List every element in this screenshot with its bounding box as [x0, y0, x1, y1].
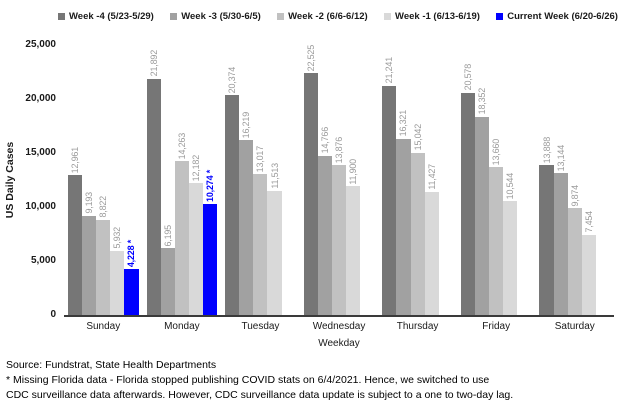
- bar-value-label: 14,263: [176, 132, 187, 159]
- bar: [175, 161, 189, 315]
- x-axis-tick-label: Wednesday: [312, 321, 366, 332]
- bar-slot: [346, 45, 360, 315]
- bar: [346, 186, 360, 315]
- bar-slot: [554, 45, 568, 315]
- bar: [461, 93, 475, 315]
- bar-group: [143, 45, 222, 315]
- bar-value-label: 21,892: [148, 50, 159, 77]
- bar: [189, 183, 203, 315]
- bar: [489, 167, 503, 315]
- bar-slot: [425, 45, 439, 315]
- y-axis-tick-label: 10,000: [25, 201, 56, 212]
- bar-value-label: 13,144: [555, 144, 566, 172]
- bar: [147, 79, 161, 315]
- bar-slot: [147, 45, 161, 315]
- bar-value-label: 11,427: [426, 163, 437, 190]
- legend-swatch: [58, 13, 65, 20]
- bar: [82, 216, 96, 315]
- x-axis-tick-label: Friday: [482, 321, 511, 332]
- bar-value-label: 13,017: [255, 146, 266, 173]
- bar-slot: [517, 45, 531, 315]
- bar-slot: [68, 45, 82, 315]
- bar-value-label: 14,766: [319, 127, 330, 154]
- bar: [239, 140, 253, 315]
- bar-group: [378, 45, 457, 315]
- bar-value-label: 9,193: [84, 192, 95, 214]
- legend-item-label: Current Week (6/20-6/26): [507, 10, 618, 22]
- legend: [58, 8, 618, 24]
- bar-value-label: 13,876: [334, 136, 344, 164]
- bar-slot: [360, 45, 374, 315]
- bar-value-label: 12,182: [190, 155, 201, 182]
- bar-slot: [282, 45, 296, 315]
- legend-item: [277, 11, 368, 22]
- x-axis-tick-label: Tuesday: [241, 321, 280, 332]
- bar: [475, 117, 489, 315]
- plot-area: [64, 45, 614, 317]
- bar-value-label: 5,932: [112, 227, 123, 249]
- bar-slot: [568, 45, 582, 315]
- bar: [411, 153, 425, 315]
- bar-slot: [239, 45, 253, 315]
- bar-slot: [489, 45, 503, 315]
- bar: [554, 173, 568, 315]
- y-axis-tick-label: 20,000: [25, 93, 56, 104]
- bar-group: [64, 45, 143, 315]
- x-axis-tick-label: Thursday: [396, 321, 439, 332]
- bar-value-label: 7,454: [583, 210, 594, 233]
- bar-slot: [124, 45, 138, 315]
- bar-slot: [332, 45, 346, 315]
- bar-value-label: 4,228 *: [126, 240, 137, 268]
- legend-swatch: [384, 13, 391, 20]
- bar-value-label: 22,525: [305, 45, 316, 72]
- legend-swatch: [277, 13, 284, 20]
- y-axis-title: US Daily Cases: [4, 141, 16, 219]
- bar-slot: [475, 45, 489, 315]
- bar: [396, 139, 410, 315]
- bar-value-label: 16,219: [241, 111, 252, 138]
- bar-value-label: 13,888: [541, 136, 552, 164]
- bar-value-label: 6,195: [162, 224, 173, 247]
- bar-slot: [175, 45, 189, 315]
- bar-slot: [189, 45, 203, 315]
- bar-group: [221, 45, 300, 315]
- bar: [582, 235, 596, 316]
- legend-item-label: Week -3 (5/30-6/5): [181, 10, 261, 22]
- legend-item-label: Week -4 (5/23-5/29): [69, 10, 154, 22]
- bar-group: [300, 45, 379, 315]
- bar: [225, 95, 239, 315]
- legend-item: [58, 11, 154, 22]
- bar-value-label: 18,352: [477, 88, 488, 115]
- x-axis-category-labels: [64, 321, 614, 332]
- legend-item: [384, 11, 480, 22]
- bar-slot: [203, 45, 217, 315]
- bar: [96, 220, 110, 315]
- bar-slot: [82, 45, 96, 315]
- footnote-line-2: CDC surveillance data afterwards. However, CDC surveillance data update is subject to a one to two-day lag.: [6, 389, 514, 401]
- bar: [161, 248, 175, 315]
- bar-slot: [439, 45, 453, 315]
- bar-slot: [267, 45, 281, 315]
- legend-item-label: Week -2 (6/6-6/12): [288, 10, 368, 22]
- bar: [68, 175, 82, 315]
- bar-slot: [161, 45, 175, 315]
- legend-swatch: [170, 13, 177, 20]
- y-axis-labels: [0, 39, 56, 320]
- bar-value-label: 10,274 *: [205, 170, 216, 203]
- bar-value-label: 15,042: [412, 124, 423, 151]
- bar-slot: [318, 45, 332, 315]
- bar-value-label: 16,321: [398, 110, 409, 137]
- y-axis-tick-label: 5,000: [30, 255, 56, 266]
- bar-value-label: 10,544: [505, 172, 516, 200]
- bar-value-label: 8,822: [98, 196, 109, 218]
- bar-slot: [396, 45, 410, 315]
- bar-value-label: 13,660: [491, 139, 502, 166]
- bar: [124, 269, 138, 315]
- bar: [203, 204, 217, 315]
- bar: [318, 156, 332, 315]
- bar-slot: [582, 45, 596, 315]
- footnote-line-1: * Missing Florida data - Florida stopped publishing COVID stats on 6/4/2021. Hence, we switched to use: [6, 374, 490, 386]
- bar: [425, 192, 439, 315]
- x-axis-title: Weekday: [318, 338, 360, 349]
- bar-slot: [503, 45, 517, 315]
- bar-value-label: 12,961: [70, 146, 81, 174]
- bar-value-label: 20,374: [227, 66, 238, 93]
- bar-slot: [304, 45, 318, 315]
- y-axis-tick-label: 0: [50, 309, 56, 320]
- bar-slot: [96, 45, 110, 315]
- source-footnote: [6, 358, 620, 403]
- y-axis-tick-label: 15,000: [25, 147, 56, 158]
- bar: [382, 86, 396, 315]
- bar: [267, 191, 281, 315]
- bar-slot: [225, 45, 239, 315]
- source-line: Source: Fundstrat, State Health Departments: [6, 359, 217, 371]
- legend-item: [496, 11, 618, 22]
- x-axis-tick-label: Saturday: [554, 321, 595, 332]
- y-axis-tick-label: 25,000: [25, 39, 56, 50]
- bar-slot: [461, 45, 475, 315]
- bar: [253, 174, 267, 315]
- bar-value-label: 11,513: [269, 163, 280, 189]
- legend-item: [170, 11, 261, 22]
- x-axis-tick-label: Monday: [164, 321, 200, 332]
- bar: [110, 251, 124, 315]
- x-axis-tick-label: Sunday: [86, 321, 121, 332]
- bar-slot: [382, 45, 396, 315]
- bar: [304, 73, 318, 315]
- bar: [503, 201, 517, 315]
- bar-slot: [110, 45, 124, 315]
- bar-value-label: 9,874: [569, 184, 580, 207]
- bar-slot: [596, 45, 610, 315]
- bar: [539, 165, 553, 315]
- bar: [568, 208, 582, 315]
- bar-slot: [539, 45, 553, 315]
- bar-group: [535, 45, 614, 315]
- bar-value-label: 11,900: [348, 158, 359, 185]
- bar-slot: [253, 45, 267, 315]
- bar-slot: [411, 45, 425, 315]
- bar-value-label: 21,241: [384, 57, 395, 84]
- bar: [332, 165, 346, 315]
- legend-swatch: [496, 13, 503, 20]
- legend-item-label: Week -1 (6/13-6/19): [395, 10, 480, 22]
- bar-group: [457, 45, 536, 315]
- bar-value-label: 20,578: [462, 64, 473, 91]
